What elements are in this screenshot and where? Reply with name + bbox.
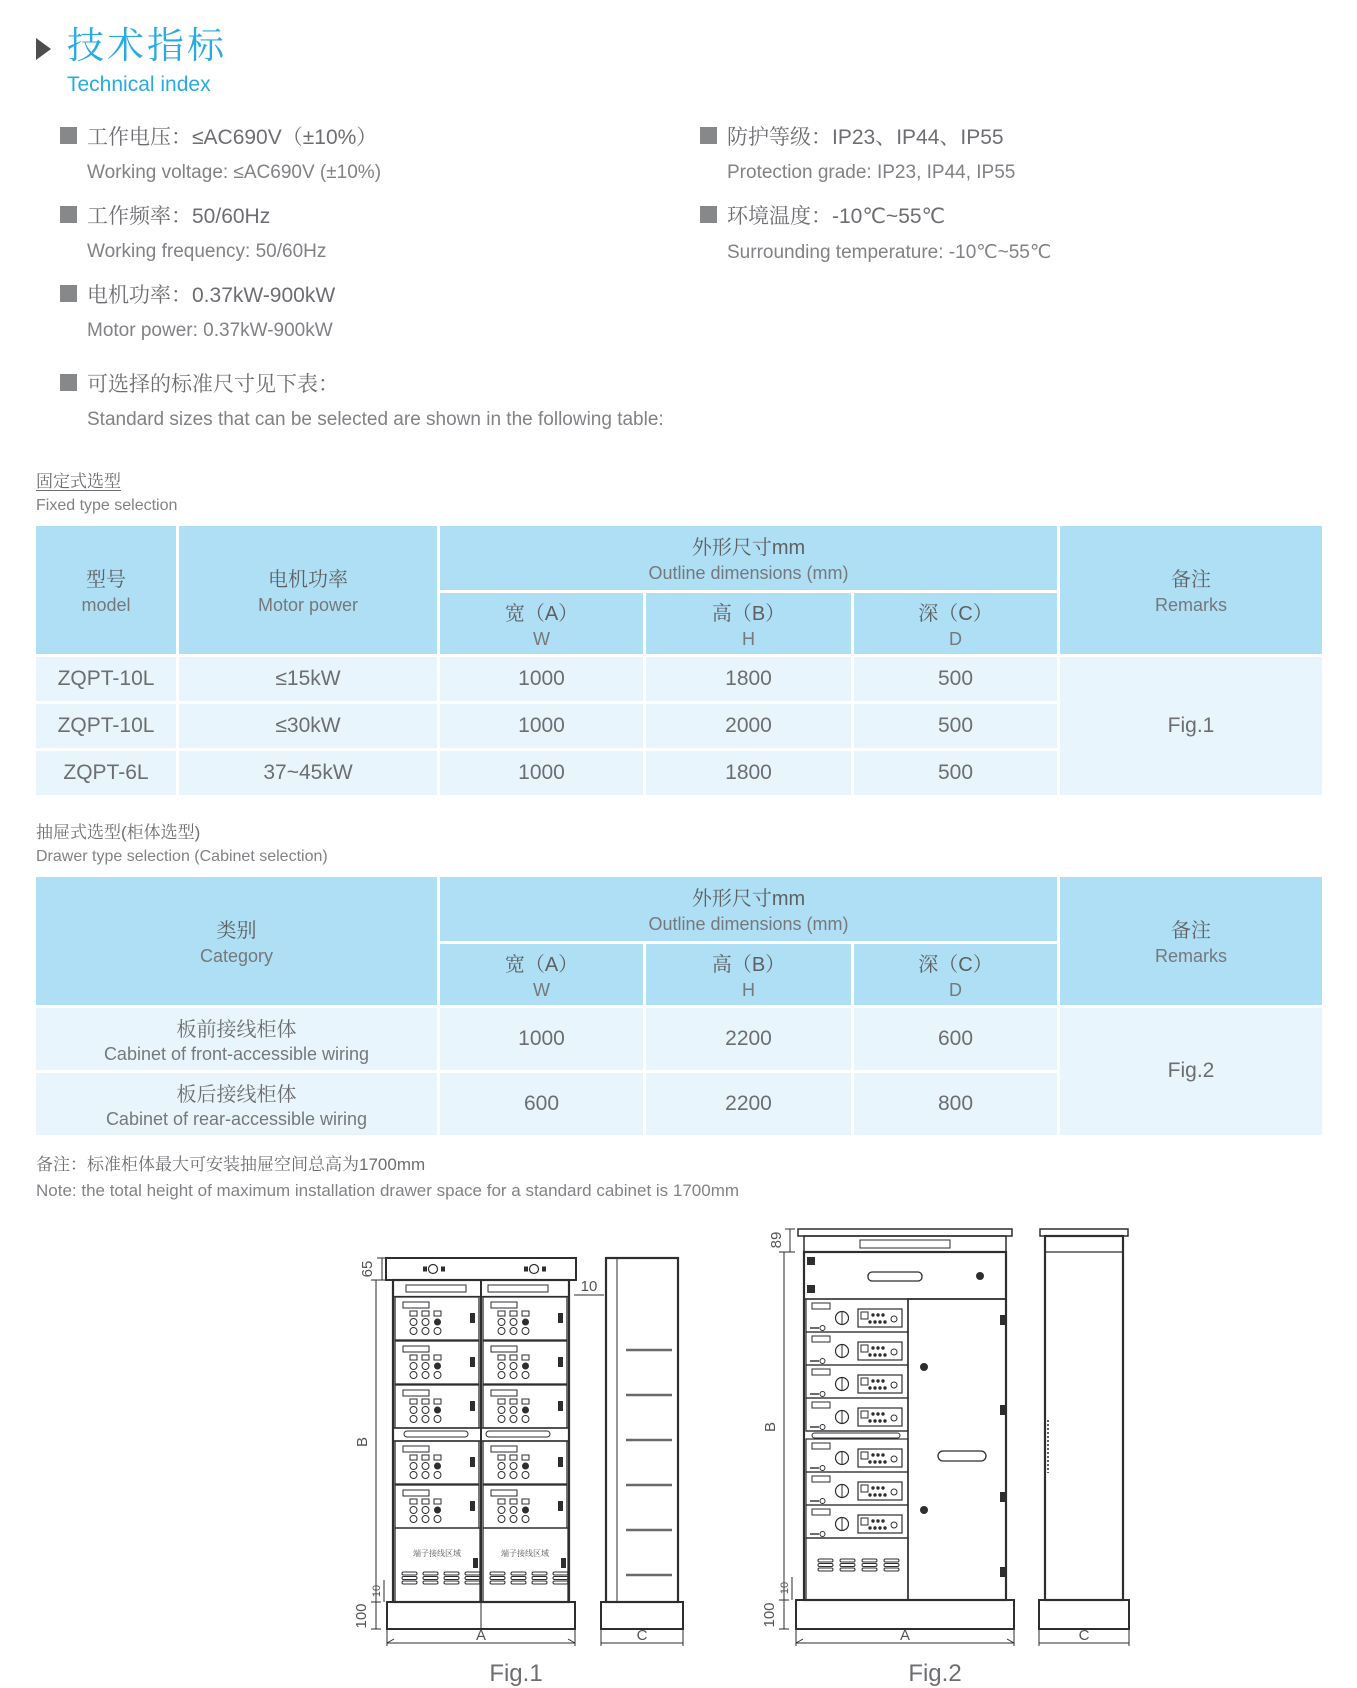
fig2-dim-base-height: 100: [761, 1602, 778, 1628]
header-text-zh: 高（B）: [711, 953, 786, 976]
header-text-zh: 深（C）: [918, 602, 993, 625]
cell-depth: 500: [854, 751, 1057, 795]
spec-line-zh: [700, 200, 1320, 230]
header-text-en: W: [533, 628, 550, 649]
col-header-remarks: [1060, 877, 1322, 1005]
fig1-dim-cap-height: 65: [359, 1260, 376, 1278]
header-text-zh: 外形尺寸mm: [691, 537, 806, 560]
fig2-front-view: [804, 1252, 1006, 1600]
cell-height: 2200: [646, 1073, 851, 1135]
spec-column-left: [60, 121, 700, 447]
header-text-en: D: [949, 628, 962, 649]
header-text-zh: 电机功率: [268, 569, 348, 592]
cell-model: ZQPT-6L: [36, 751, 176, 795]
header-text-en: D: [949, 979, 962, 1000]
header-text-zh: 备注: [1171, 920, 1212, 943]
cell-category: [36, 1008, 437, 1070]
col-header-model: [36, 526, 176, 654]
section-arrow-icon: [36, 38, 51, 60]
fig1-caption: Fig.1: [489, 1659, 543, 1687]
page-title: 技术指标: [67, 25, 227, 66]
spec-text-zh: 防护等级：IP23、IP44、IP55: [727, 125, 1004, 149]
fig1-dim-height: B: [354, 1436, 371, 1447]
spec-text-en: Surrounding temperature: -10℃~55℃: [727, 241, 1052, 263]
cell-remark-fig1: Fig.1: [1060, 657, 1322, 795]
page-subtitle: Technical index: [67, 72, 211, 96]
category-text-zh: 板前接线柜体: [176, 1018, 297, 1041]
spec-text-zh: 环境温度：-10℃~55℃: [727, 204, 946, 228]
spec-column-right: [700, 121, 1320, 447]
fig2-base-plinth: [796, 1600, 1014, 1629]
fig1-dim-vent-height: 10: [371, 1584, 383, 1597]
spec-text-zh: 工作电压：≤AC690V（±10%）: [87, 125, 378, 149]
header-text-en: Remarks: [1155, 946, 1228, 967]
spec-item-working-voltage: [60, 121, 700, 184]
drawer-section-title-en: Drawer type selection (Cabinet selection): [36, 847, 328, 865]
cell-model: ZQPT-10L: [36, 704, 176, 748]
fig2-caption: Fig.2: [908, 1659, 962, 1687]
header-text-zh: 高（B）: [711, 602, 786, 625]
drawer-type-table: [33, 874, 1325, 1138]
spec-line-zh: [60, 368, 700, 398]
header-text-zh: 类别: [216, 920, 257, 943]
cell-width: 1000: [440, 704, 643, 748]
cell-power: ≤15kW: [179, 657, 437, 701]
cell-depth: 500: [854, 704, 1057, 748]
header-text-en: Category: [199, 946, 274, 967]
fig1-side-base: [601, 1602, 683, 1629]
fig1-top-cap: [386, 1258, 576, 1280]
category-text-en: Cabinet of rear-accessible wiring: [105, 1108, 368, 1129]
header-text-en: Outline dimensions (mm): [648, 914, 849, 935]
spec-item-motor-power: [60, 279, 700, 342]
col-header-width: [440, 593, 643, 654]
cell-height: 1800: [646, 751, 851, 795]
fig2-dim-vent-height: 10: [779, 1581, 791, 1594]
fig1-terminal-label: 端子接线区域: [501, 1548, 549, 1558]
fig2-vent-compartment: [806, 1538, 908, 1600]
spec-text-en: Protection grade: IP23, IP44, IP55: [727, 161, 1016, 183]
cell-height: 1800: [646, 657, 851, 701]
title-text-group: [67, 26, 227, 97]
fig1-terminal-compartment: [483, 1528, 568, 1602]
drawer-section-title-zh: 抽屉式选型(柜体选型): [36, 822, 201, 842]
table-row: [36, 1008, 1322, 1070]
fig1-dim-width: A: [475, 1626, 487, 1644]
cell-width: 1000: [440, 657, 643, 701]
cell-depth: 800: [854, 1073, 1057, 1135]
bullet-square-icon: [60, 206, 77, 223]
cell-category: [36, 1073, 437, 1135]
spec-item-standard-sizes: [60, 368, 700, 431]
fig2-cable-door: [908, 1299, 1006, 1600]
cell-height: 2000: [646, 704, 851, 748]
spec-list: [60, 121, 1321, 447]
category-text-en: Cabinet of front-accessible wiring: [103, 1043, 370, 1064]
bullet-square-icon: [700, 206, 717, 223]
fig2-top-plate: [798, 1229, 1012, 1236]
cell-width: 600: [440, 1073, 643, 1135]
fig1-dim-base-height: 100: [353, 1603, 370, 1629]
fig2-dim-depth: C: [1078, 1626, 1090, 1644]
fig2-dim-height: B: [762, 1421, 779, 1432]
spec-text-zh: 工作频率：50/60Hz: [87, 204, 271, 228]
title-block: [36, 26, 1321, 97]
cell-power: 37~45kW: [179, 751, 437, 795]
cell-height: 2200: [646, 1008, 851, 1070]
header-text-zh: 宽（A）: [504, 953, 579, 976]
spec-text-en: Working voltage: ≤AC690V (±10%): [87, 161, 382, 183]
spec-line-zh: [60, 200, 700, 230]
header-text-zh: 备注: [1171, 569, 1212, 592]
category-text-zh: 板后接线柜体: [176, 1083, 297, 1106]
fig1-terminal-label: 端子接线区域: [413, 1548, 461, 1558]
fig2-side-base: [1039, 1600, 1129, 1629]
drawer-section-label: [36, 818, 1321, 866]
note-block: [36, 1150, 1321, 1201]
figure-2: [740, 1215, 1130, 1688]
cell-power: ≤30kW: [179, 704, 437, 748]
spec-text-en: Standard sizes that can be selected are shown in the following table:: [87, 408, 664, 430]
cell-remark-fig2: Fig.2: [1060, 1008, 1322, 1135]
fixed-type-table: [33, 523, 1325, 798]
header-text-en: Outline dimensions (mm): [648, 563, 849, 584]
bullet-square-icon: [60, 127, 77, 144]
note-text-en: Note: the total height of maximum installation drawer space for a standard cabinet is 1700mm: [36, 1180, 740, 1200]
figure-1: [336, 1250, 696, 1688]
col-header-depth: [854, 944, 1057, 1005]
col-header-height: [646, 944, 851, 1005]
fig1-terminal-compartment: [395, 1528, 480, 1602]
spec-text-zh: 可选择的标准尺寸见下表：: [87, 372, 339, 396]
fig1-dim-depth: C: [636, 1626, 648, 1644]
spec-text-en: Working frequency: 50/60Hz: [87, 240, 327, 262]
cell-depth: 600: [854, 1008, 1057, 1070]
header-text-zh: 宽（A）: [504, 602, 579, 625]
col-header-width: [440, 944, 643, 1005]
spec-item-surrounding-temperature: [700, 200, 1320, 264]
header-text-zh: 型号: [86, 569, 126, 592]
table-row: [36, 657, 1322, 701]
fixed-section-title-zh: 固定式选型: [36, 471, 121, 491]
col-header-outline-dimensions: [440, 526, 1057, 590]
bullet-square-icon: [60, 374, 77, 391]
col-header-remarks: [1060, 526, 1322, 654]
spec-line-zh: [700, 121, 1320, 151]
cell-width: 1000: [440, 1008, 643, 1070]
header-text-zh: 外形尺寸mm: [691, 888, 806, 911]
spec-item-protection-grade: [700, 121, 1320, 184]
col-header-category: [36, 877, 437, 1005]
header-text-en: Motor power: [257, 595, 359, 616]
fig1-dim-top-offset: 10: [580, 1277, 598, 1295]
col-header-height: [646, 593, 851, 654]
header-text-en: W: [533, 979, 550, 1000]
spec-text-en: Motor power: 0.37kW-900kW: [87, 319, 333, 341]
col-header-motor-power: [179, 526, 437, 654]
header-text-en: H: [742, 628, 755, 649]
col-header-depth: [854, 593, 1057, 654]
fig2-drawing: [740, 1215, 1130, 1652]
spec-line-zh: [60, 121, 700, 151]
bullet-square-icon: [700, 127, 717, 144]
fig2-dim-cap-height: 89: [768, 1231, 785, 1249]
header-text-en: Remarks: [1155, 595, 1228, 616]
spec-line-zh: [60, 279, 700, 309]
cell-width: 1000: [440, 751, 643, 795]
spec-item-working-frequency: [60, 200, 700, 263]
header-text-zh: 深（C）: [918, 953, 993, 976]
bullet-square-icon: [60, 285, 77, 302]
fig1-drawing: [336, 1250, 696, 1652]
note-text-zh: 备注：标准柜体最大可安装抽屉空间总高为1700mm: [36, 1154, 426, 1174]
figures-row: [336, 1215, 1321, 1688]
col-header-outline-dimensions: [440, 877, 1057, 941]
fig2-dim-width: A: [899, 1626, 911, 1644]
spec-text-zh: 电机功率：0.37kW-900kW: [87, 283, 336, 307]
fig2-side-view: [1045, 1236, 1123, 1600]
fixed-section-label: [36, 467, 1321, 515]
fixed-section-title-en: Fixed type selection: [36, 496, 178, 514]
header-text-en: model: [81, 595, 131, 616]
cell-depth: 500: [854, 657, 1057, 701]
header-text-en: H: [742, 979, 755, 1000]
cell-model: ZQPT-10L: [36, 657, 176, 701]
